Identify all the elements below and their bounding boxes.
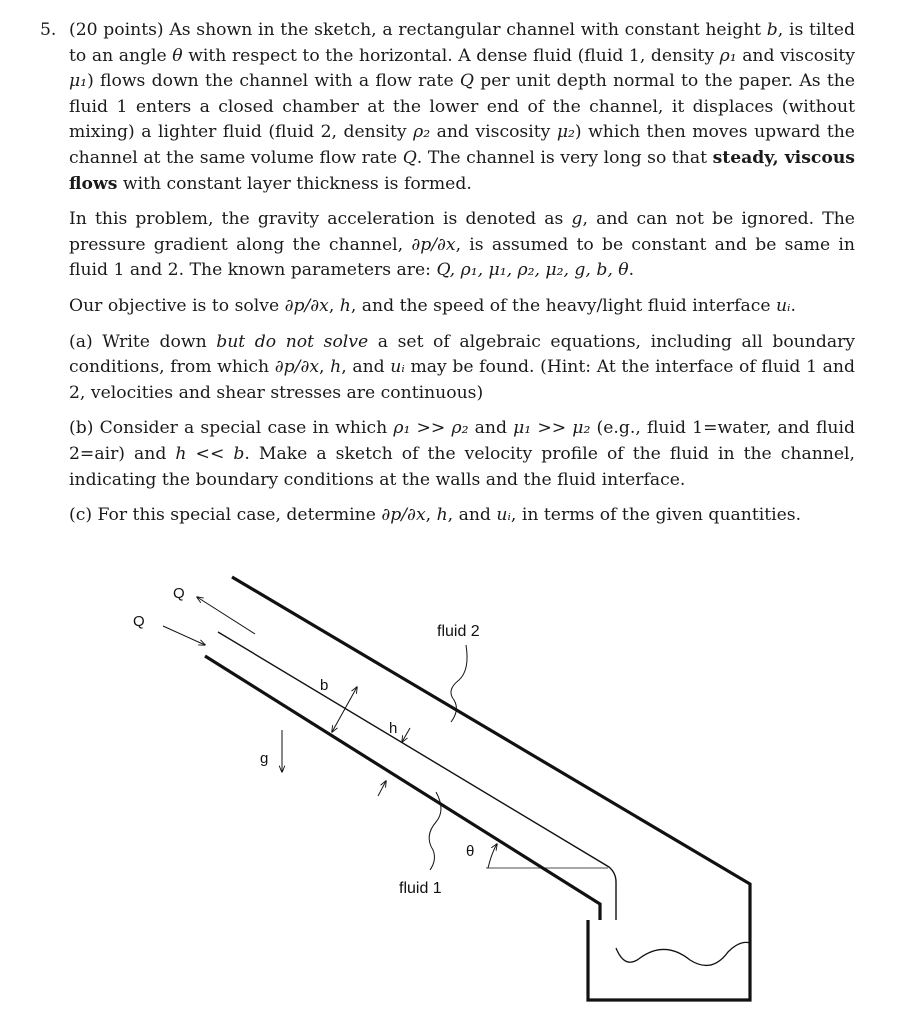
math-Q: Q [459, 71, 474, 92]
text: Write down [92, 331, 217, 352]
math-dpdx: ∂p/∂x [381, 505, 426, 526]
text: ) flows down the channel with a flow rate [87, 71, 460, 92]
math-dpdx: ∂p/∂x [411, 234, 456, 255]
math-mu2: μ₂ [556, 122, 575, 143]
text: , and can not be ignored. The pressure gradient along the channel, [69, 209, 855, 255]
text: Consider a special case in which [93, 418, 394, 439]
chamber-free-surface [616, 942, 750, 965]
problem-statement [40, 18, 855, 539]
channel-sketch [0, 560, 919, 1024]
text: In this problem, the gravity acceleration is denoted as [69, 209, 572, 230]
text: and viscosity [430, 122, 557, 143]
math-h: h [330, 357, 342, 378]
math-Q: Q [402, 147, 417, 168]
label-fluid-1: fluid 1 [399, 880, 442, 897]
label-theta: θ [466, 843, 475, 860]
objective-paragraph [40, 294, 855, 320]
text: (e.g., fluid 1=water, and fluid 2=air) and [69, 418, 855, 464]
math-theta: θ [172, 45, 183, 66]
math-h: h [436, 505, 448, 526]
math-ui: uᵢ [390, 357, 405, 378]
text: , is tilted to an angle [69, 20, 855, 66]
text: with constant layer thickness is formed. [117, 173, 472, 194]
text: As shown in the sketch, a rectangular channel with constant height [163, 20, 767, 40]
math-rho2: ρ₂ [413, 122, 431, 143]
text: and viscosity [736, 45, 856, 66]
math-rel: h << b [175, 443, 245, 464]
part-b [40, 416, 855, 493]
text: , [425, 505, 437, 526]
points: (20 points) [69, 20, 164, 40]
text: per unit depth normal to the paper. As the fluid 1 enters a closed chamber at the lower end of the channel, it displaces (without mixing) a lighter fluid (fluid 2, density [69, 71, 855, 143]
part-label: (a) [69, 331, 93, 352]
text: a set of algebraic equations, including all boundary conditions, from which [69, 331, 855, 378]
label-h: h [389, 720, 398, 737]
label-Q-out: Q [173, 585, 185, 602]
problem-number: 5. [40, 20, 57, 40]
math-g: g [571, 209, 583, 230]
text: and [468, 418, 514, 439]
text: Our objective is to solve [69, 295, 285, 316]
label-g: g [260, 750, 269, 767]
math-ui: uᵢ [496, 505, 511, 526]
text: , [319, 357, 331, 378]
gravity-paragraph [40, 207, 855, 284]
math-ui: uᵢ [775, 295, 791, 316]
text: , and the speed of the heavy/light fluid interface [350, 295, 776, 316]
math-params: Q, ρ₁, μ₁, ρ₂, μ₂, g, b, θ [436, 260, 629, 281]
math-rho1: ρ₁ [719, 45, 737, 66]
problem-intro [40, 18, 855, 197]
text: , and [447, 505, 497, 526]
part-a [40, 330, 855, 407]
text: ) which then moves upward the channel at the same volume flow rate [69, 122, 855, 168]
h-arrow-top [402, 728, 410, 742]
b-dimension-arrow [332, 687, 357, 732]
text: , is assumed to be constant and be same in fluid 1 and 2. The known parameters are: [69, 234, 855, 281]
text: . The channel is very long so that [416, 147, 713, 168]
text: . Make a sketch of the velocity profile of the fluid in the channel, indicating the boundary conditions at the walls and the fluid interface. [69, 443, 855, 490]
math-h: h [339, 295, 351, 316]
theta-arc [488, 844, 497, 868]
math-b: b [766, 20, 778, 40]
bold-text: steady, viscous flows [69, 147, 855, 194]
text: For this special case, determine [92, 505, 382, 526]
channel-upper-wall [232, 577, 750, 1000]
text: . [790, 295, 796, 316]
text: , [328, 295, 340, 316]
text: . [628, 260, 635, 281]
math-rel: μ₁ >> μ₂ [513, 418, 591, 439]
label-fluid-2: fluid 2 [437, 623, 480, 640]
math-dpdx: ∂p/∂x [274, 357, 320, 378]
part-label: (b) [69, 418, 94, 439]
text: , in terms of the given quantities. [510, 505, 802, 526]
flow-arrow-out [197, 597, 255, 634]
part-label: (c) [69, 505, 93, 526]
flow-arrow-in [163, 626, 205, 645]
text: with respect to the horizontal. A dense fluid (fluid 1, density [182, 45, 720, 66]
part-c [40, 503, 855, 529]
text: may be found. (Hint: At the interface of fluid 1 and 2, velocities and shear stresses are continuous) [69, 357, 855, 403]
label-Q-in: Q [133, 613, 145, 630]
h-arrow-bottom [378, 781, 386, 796]
math-dpdx: ∂p/∂x [284, 295, 329, 316]
math-rel: ρ₁ >> ρ₂ [393, 418, 469, 439]
math-mu1: μ₁ [69, 71, 88, 92]
text: , and [341, 357, 391, 378]
emphasis: but do not solve [216, 331, 369, 352]
label-b: b [320, 677, 329, 694]
